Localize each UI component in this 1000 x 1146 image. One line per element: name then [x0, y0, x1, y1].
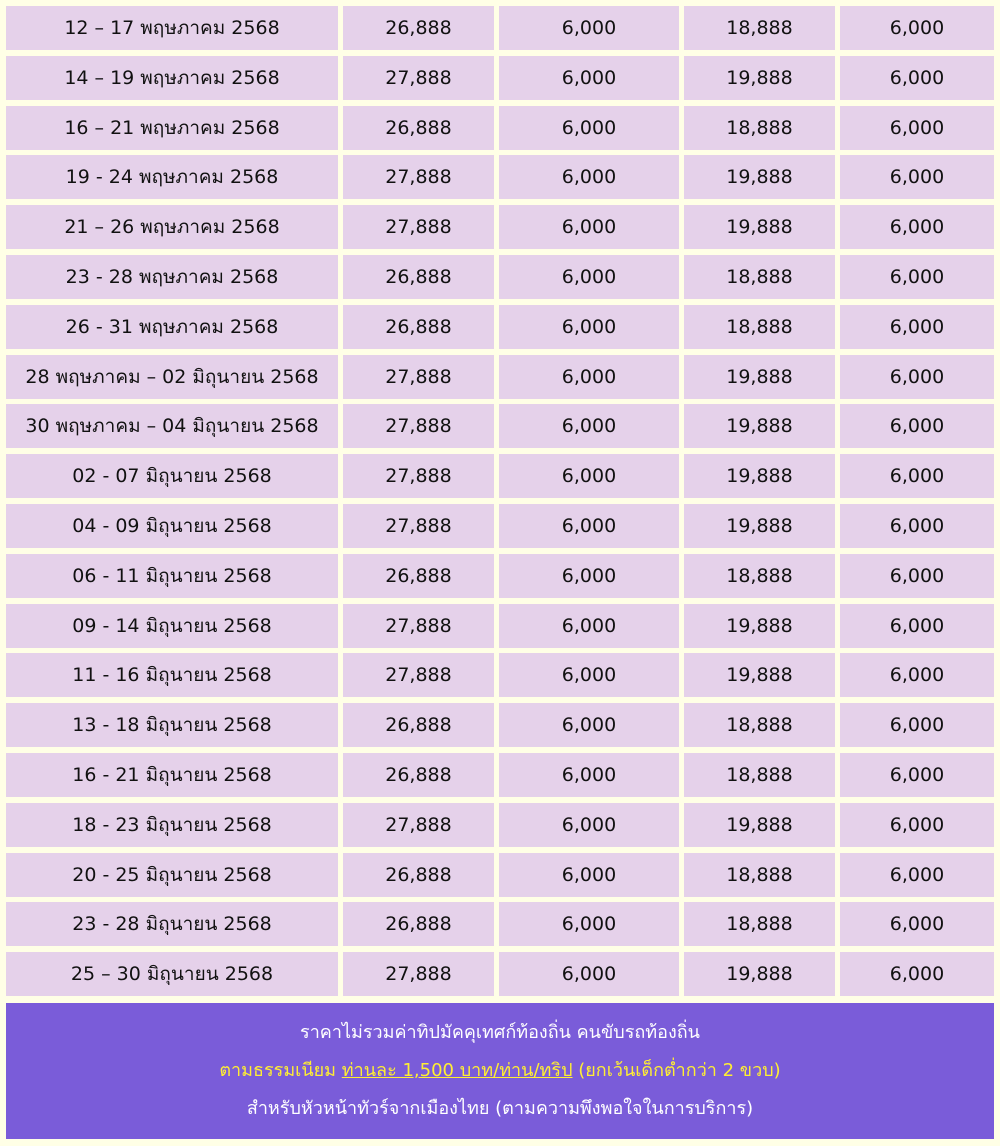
deposit-cell: 6,000 [840, 554, 994, 598]
single-supplement-cell: 6,000 [499, 255, 679, 299]
deposit-cell: 6,000 [840, 853, 994, 897]
adult-price-cell: 27,888 [343, 504, 494, 548]
travel-dates-cell: 19 - 24 พฤษภาคม 2568 [6, 155, 338, 199]
adult-price-cell: 26,888 [343, 106, 494, 150]
price-table [6, 6, 994, 1002]
adult-price-cell: 26,888 [343, 902, 494, 946]
deposit-cell: 6,000 [840, 6, 994, 50]
travel-dates-cell: 14 – 19 พฤษภาคม 2568 [6, 56, 338, 100]
child-price-cell: 18,888 [684, 703, 835, 747]
travel-dates-cell: 16 – 21 พฤษภาคม 2568 [6, 106, 338, 150]
child-price-cell: 18,888 [684, 902, 835, 946]
child-price-cell: 19,888 [684, 355, 835, 399]
deposit-cell: 6,000 [840, 255, 994, 299]
child-price-cell: 19,888 [684, 952, 835, 996]
table-row [6, 753, 994, 797]
adult-price-cell: 27,888 [343, 952, 494, 996]
deposit-cell: 6,000 [840, 355, 994, 399]
table-row [6, 902, 994, 946]
travel-dates-cell: 04 - 09 มิถุนายน 2568 [6, 504, 338, 548]
adult-price-cell: 26,888 [343, 255, 494, 299]
single-supplement-cell: 6,000 [499, 6, 679, 50]
single-supplement-cell: 6,000 [499, 155, 679, 199]
price-note-footer [6, 1003, 994, 1139]
deposit-cell: 6,000 [840, 56, 994, 100]
table-row [6, 454, 994, 498]
deposit-cell: 6,000 [840, 205, 994, 249]
table-row [6, 6, 994, 50]
child-price-cell: 18,888 [684, 554, 835, 598]
single-supplement-cell: 6,000 [499, 653, 679, 697]
travel-dates-cell: 11 - 16 มิถุนายน 2568 [6, 653, 338, 697]
deposit-cell: 6,000 [840, 952, 994, 996]
single-supplement-cell: 6,000 [499, 703, 679, 747]
adult-price-cell: 27,888 [343, 454, 494, 498]
deposit-cell: 6,000 [840, 155, 994, 199]
travel-dates-cell: 18 - 23 มิถุนายน 2568 [6, 803, 338, 847]
child-price-cell: 18,888 [684, 305, 835, 349]
travel-dates-cell: 09 - 14 มิถุนายน 2568 [6, 604, 338, 648]
table-row [6, 604, 994, 648]
deposit-cell: 6,000 [840, 703, 994, 747]
child-price-cell: 18,888 [684, 106, 835, 150]
travel-dates-cell: 23 - 28 มิถุนายน 2568 [6, 902, 338, 946]
deposit-cell: 6,000 [840, 504, 994, 548]
table-row [6, 853, 994, 897]
footer-tip-amount: ท่านละ 1,500 บาท/ท่าน/ทริป [341, 1060, 573, 1081]
adult-price-cell: 27,888 [343, 803, 494, 847]
child-price-cell: 19,888 [684, 604, 835, 648]
adult-price-cell: 26,888 [343, 554, 494, 598]
single-supplement-cell: 6,000 [499, 454, 679, 498]
travel-dates-cell: 02 - 07 มิถุนายน 2568 [6, 454, 338, 498]
deposit-cell: 6,000 [840, 902, 994, 946]
adult-price-cell: 26,888 [343, 305, 494, 349]
travel-dates-cell: 30 พฤษภาคม – 04 มิถุนายน 2568 [6, 404, 338, 448]
child-price-cell: 19,888 [684, 56, 835, 100]
travel-dates-cell: 13 - 18 มิถุนายน 2568 [6, 703, 338, 747]
deposit-cell: 6,000 [840, 106, 994, 150]
single-supplement-cell: 6,000 [499, 803, 679, 847]
travel-dates-cell: 26 - 31 พฤษภาคม 2568 [6, 305, 338, 349]
single-supplement-cell: 6,000 [499, 355, 679, 399]
deposit-cell: 6,000 [840, 653, 994, 697]
child-price-cell: 19,888 [684, 404, 835, 448]
table-row [6, 155, 994, 199]
table-row [6, 653, 994, 697]
table-row [6, 106, 994, 150]
table-row [6, 803, 994, 847]
footer-line-2-suffix: (ยกเว้นเด็กต่ำกว่า 2 ขวบ) [572, 1060, 781, 1081]
deposit-cell: 6,000 [840, 803, 994, 847]
footer-line-2-prefix: ตามธรรมเนียม [219, 1060, 342, 1081]
single-supplement-cell: 6,000 [499, 404, 679, 448]
child-price-cell: 19,888 [684, 803, 835, 847]
table-row [6, 355, 994, 399]
table-row [6, 255, 994, 299]
single-supplement-cell: 6,000 [499, 205, 679, 249]
single-supplement-cell: 6,000 [499, 106, 679, 150]
table-row [6, 205, 994, 249]
single-supplement-cell: 6,000 [499, 604, 679, 648]
table-row [6, 952, 994, 996]
adult-price-cell: 26,888 [343, 753, 494, 797]
travel-dates-cell: 28 พฤษภาคม – 02 มิถุนายน 2568 [6, 355, 338, 399]
adult-price-cell: 27,888 [343, 604, 494, 648]
travel-dates-cell: 21 – 26 พฤษภาคม 2568 [6, 205, 338, 249]
single-supplement-cell: 6,000 [499, 902, 679, 946]
child-price-cell: 18,888 [684, 753, 835, 797]
adult-price-cell: 27,888 [343, 404, 494, 448]
single-supplement-cell: 6,000 [499, 753, 679, 797]
adult-price-cell: 27,888 [343, 653, 494, 697]
child-price-cell: 19,888 [684, 454, 835, 498]
child-price-cell: 19,888 [684, 653, 835, 697]
adult-price-cell: 27,888 [343, 155, 494, 199]
deposit-cell: 6,000 [840, 454, 994, 498]
deposit-cell: 6,000 [840, 404, 994, 448]
child-price-cell: 18,888 [684, 6, 835, 50]
deposit-cell: 6,000 [840, 305, 994, 349]
adult-price-cell: 27,888 [343, 56, 494, 100]
table-row [6, 504, 994, 548]
single-supplement-cell: 6,000 [499, 952, 679, 996]
deposit-cell: 6,000 [840, 753, 994, 797]
table-row [6, 56, 994, 100]
footer-line-3: สำหรับหัวหน้าทัวร์จากเมืองไทย (ตามความพึงพอใจในการบริการ) [246, 1098, 754, 1119]
single-supplement-cell: 6,000 [499, 853, 679, 897]
travel-dates-cell: 06 - 11 มิถุนายน 2568 [6, 554, 338, 598]
table-row [6, 554, 994, 598]
travel-dates-cell: 12 – 17 พฤษภาคม 2568 [6, 6, 338, 50]
child-price-cell: 19,888 [684, 205, 835, 249]
footer-line-1: ราคาไม่รวมค่าทิปมัคคุเทศก์ท้องถิ่น คนขับรถท้องถิ่น [300, 1022, 700, 1043]
single-supplement-cell: 6,000 [499, 56, 679, 100]
single-supplement-cell: 6,000 [499, 554, 679, 598]
child-price-cell: 18,888 [684, 255, 835, 299]
adult-price-cell: 26,888 [343, 703, 494, 747]
travel-dates-cell: 16 - 21 มิถุนายน 2568 [6, 753, 338, 797]
single-supplement-cell: 6,000 [499, 305, 679, 349]
table-row [6, 404, 994, 448]
travel-dates-cell: 20 - 25 มิถุนายน 2568 [6, 853, 338, 897]
child-price-cell: 18,888 [684, 853, 835, 897]
adult-price-cell: 27,888 [343, 205, 494, 249]
travel-dates-cell: 23 - 28 พฤษภาคม 2568 [6, 255, 338, 299]
adult-price-cell: 27,888 [343, 355, 494, 399]
deposit-cell: 6,000 [840, 604, 994, 648]
adult-price-cell: 26,888 [343, 6, 494, 50]
table-row [6, 305, 994, 349]
footer-line-2 [219, 1059, 780, 1083]
table-row [6, 703, 994, 747]
child-price-cell: 19,888 [684, 504, 835, 548]
travel-dates-cell: 25 – 30 มิถุนายน 2568 [6, 952, 338, 996]
single-supplement-cell: 6,000 [499, 504, 679, 548]
child-price-cell: 19,888 [684, 155, 835, 199]
adult-price-cell: 26,888 [343, 853, 494, 897]
